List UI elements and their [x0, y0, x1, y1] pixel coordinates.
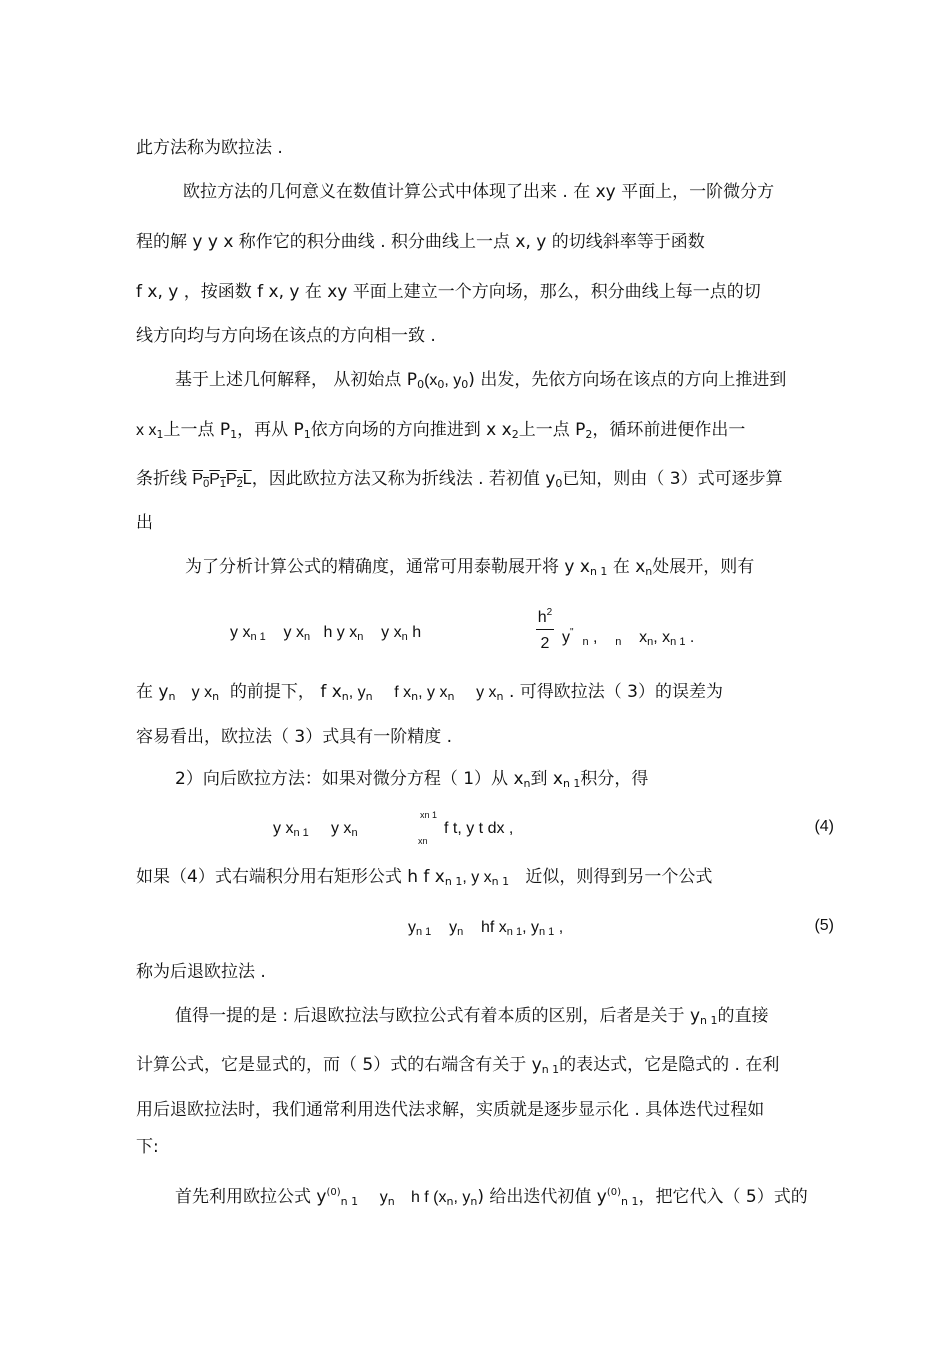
equation-4-body: f t, y t dx ,: [444, 820, 514, 837]
paragraph-line: 条折线 P0P1P2L，因此欧拉方法又称为折线法 . 若初值 y0已知，则由（ 3）式可逐步算: [136, 469, 783, 490]
paragraph-line: x x1上一点 P1，再从 P1依方向场的方向推进到 x x2上一点 P2，循环前进便作出一: [136, 420, 746, 441]
integral-upper-limit: xn 1: [420, 810, 438, 820]
polyline-notation: P0P1P2L: [192, 471, 252, 490]
equation-number-4: (4): [814, 818, 834, 835]
paragraph-line: 为了分析计算公式的精确度，通常可用泰勒展开将 y xn 1 在 xn处展开，则有: [185, 557, 755, 578]
paragraph-line: f x, y ，按函数 f x, y 在 xy 平面上建立一个方向场，那么，积分曲线上每一点的切: [136, 282, 761, 302]
equation-taylor: y xn 1 y xn h y xn y xn h: [230, 624, 422, 643]
paragraph-line: 2）向后欧拉方法：如果对微分方程（ 1）从 xn到 xn 1积分，得: [175, 769, 649, 790]
equation-5: yn 1 yn hf xn 1, yn 1 ,: [408, 919, 564, 938]
equation-4: y xn 1 y xn: [273, 820, 358, 839]
paragraph-line: 如果（4）式右端积分用右矩形公式 h f xn 1, y xn 1 近似，则得到另一个公式: [136, 867, 713, 888]
paragraph-line: 出: [136, 513, 153, 533]
paragraph-line: 下:: [136, 1137, 159, 1157]
paragraph-line: 程的解 y y x 称作它的积分曲线 . 积分曲线上一点 x, y 的切线斜率等于函数: [136, 232, 705, 252]
paragraph-line: 此方法称为欧拉法 .: [136, 138, 283, 158]
paragraph-line: 称为后退欧拉法 .: [136, 962, 266, 982]
equation-taylor-tail: y" n , n xn, xn 1 .: [562, 627, 695, 648]
fraction-bar: [536, 629, 554, 630]
fraction-numerator: $h^2$: [537, 607, 553, 626]
paragraph-line: 线方向均与方向场在该点的方向相一致 .: [136, 326, 436, 346]
paragraph-line: 值得一提的是 : 后退欧拉法与欧拉公式有着本质的区别，后者是关于 yn 1的直接: [175, 1006, 769, 1027]
equation-number-5: (5): [814, 917, 834, 934]
paragraph-line: 首先利用欧拉公式 $y^{(0)}n$ 1 yn h f (xn, yn) 给出迭代初值 $y^{(0)}n$ 1，把它代入（ 5）式的: [175, 1187, 808, 1208]
paragraph-line: 用后退欧拉法时，我们通常利用迭代法求解，实质就是逐步显示化 . 具体迭代过程如: [136, 1100, 765, 1120]
paragraph-line: 计算公式，它是显式的，而（ 5）式的右端含有关于 yn 1的表达式，它是隐式的 . 在利: [136, 1055, 780, 1076]
paragraph-line: 容易看出，欧拉法（ 3）式具有一阶精度 .: [136, 727, 453, 747]
paragraph-line: 基于上述几何解释， 从初始点 P0(x0, y0) 出发，先依方向场在该点的方向上推进到: [175, 370, 787, 391]
integral-lower-limit: xn: [418, 836, 428, 846]
paragraph-line: 在 yn y xn 的前提下， f xn, yn f xn, y xn y xn . 可得欧拉法（ 3）的误差为: [136, 682, 723, 703]
fraction-denominator: 2: [540, 635, 550, 652]
paragraph-line: 欧拉方法的几何意义在数值计算公式中体现了出来 . 在 xy 平面上，一阶微分方: [183, 182, 775, 202]
